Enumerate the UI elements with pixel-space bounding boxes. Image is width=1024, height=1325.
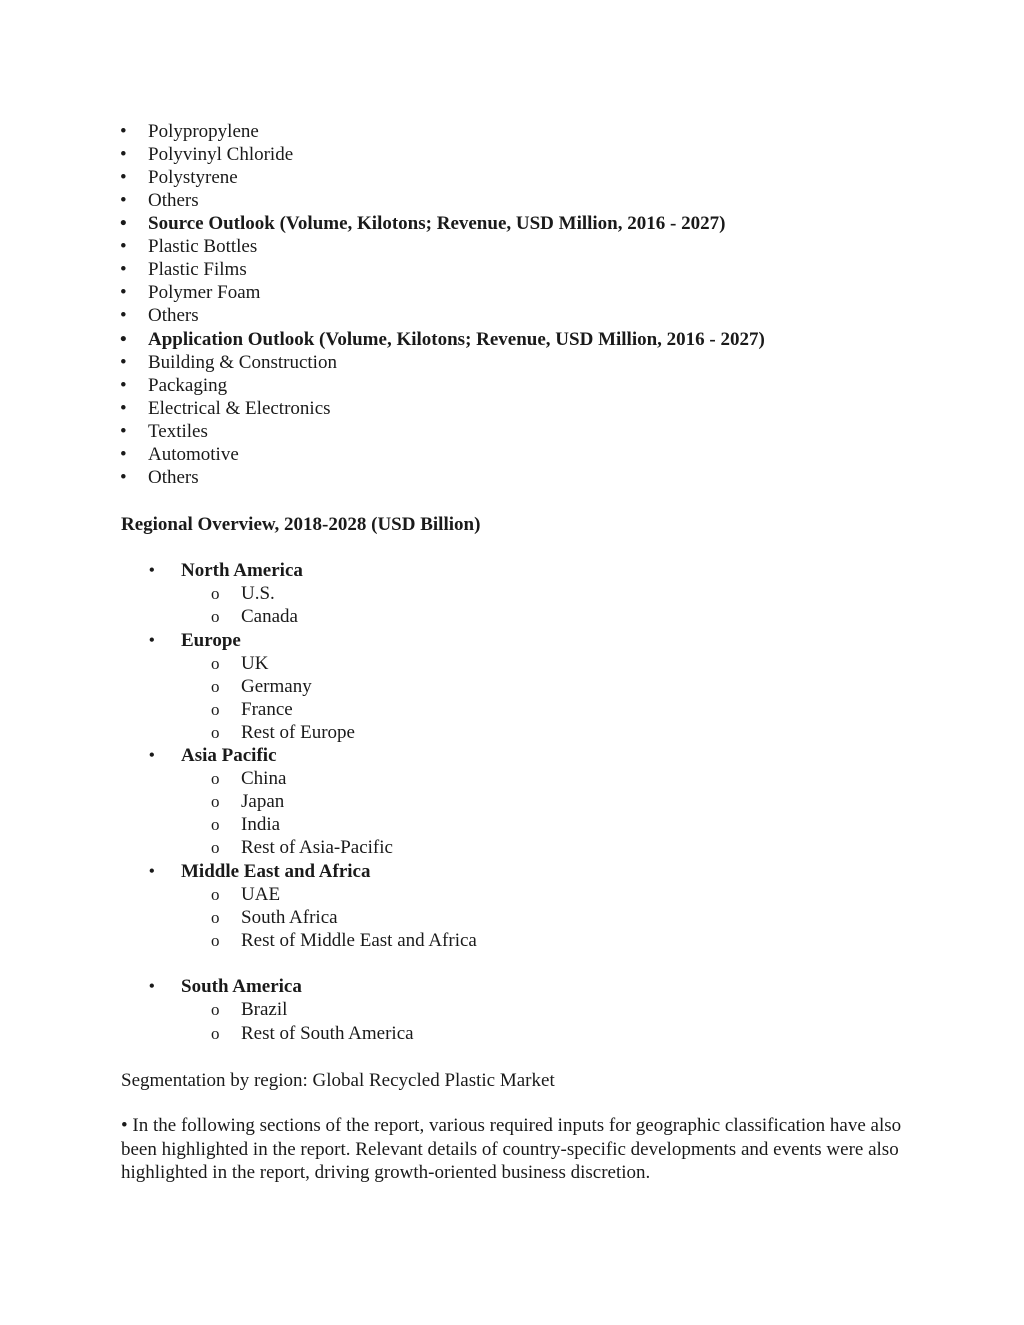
- sub-bullet-icon: o: [211, 607, 220, 626]
- sub-bullet-icon: o: [211, 838, 220, 857]
- country-name: Brazil: [241, 999, 288, 1020]
- bullet-icon: •: [120, 352, 127, 373]
- list-item-text: Building & Construction: [148, 352, 337, 373]
- list-item-text: Others: [148, 467, 199, 488]
- source-outlook-heading: Source Outlook (Volume, Kilotons; Revenue, USD Million, 2016 - 2027): [148, 213, 726, 234]
- closing-paragraph: • In the following sections of the report, various required inputs for geographic classification have also been highlighted in the report. Relevant details of country-specific developments and events were also highlighted in the report, driving growth-oriented business discretion.: [121, 1115, 902, 1183]
- list-item-text: Packaging: [148, 375, 228, 396]
- list-item-text: Electrical & Electronics: [148, 398, 331, 419]
- list-item-text: Automotive: [148, 444, 239, 465]
- list-item-text: Polymer Foam: [148, 282, 261, 303]
- sub-bullet-icon: o: [211, 1024, 220, 1043]
- bullet-icon: •: [149, 747, 155, 764]
- region-name: Middle East and Africa: [181, 861, 371, 882]
- bullet-icon: •: [120, 259, 127, 280]
- regional-overview-heading: Regional Overview, 2018-2028 (USD Billion): [121, 514, 481, 535]
- bullet-icon: •: [120, 282, 127, 303]
- country-name: UK: [241, 653, 269, 674]
- country-name: South Africa: [241, 907, 338, 928]
- list-item-text: Plastic Bottles: [148, 236, 258, 257]
- list-item-text: Others: [148, 305, 199, 326]
- list-item-text: Others: [148, 190, 199, 211]
- bullet-icon: •: [149, 863, 155, 880]
- region-name: Europe: [181, 630, 241, 651]
- sub-bullet-icon: o: [211, 723, 220, 742]
- bullet-icon: •: [149, 978, 155, 995]
- region-name: South America: [181, 976, 302, 997]
- list-item-text: Polyvinyl Chloride: [148, 144, 294, 165]
- country-name: Canada: [241, 606, 298, 627]
- country-name: India: [241, 814, 281, 835]
- bullet-icon: •: [120, 329, 127, 350]
- sub-bullet-icon: o: [211, 885, 220, 904]
- country-name: U.S.: [241, 583, 275, 604]
- sub-bullet-icon: o: [211, 1000, 220, 1019]
- segmentation-text: Segmentation by region: Global Recycled Plastic Market: [121, 1070, 555, 1091]
- list-item-text: Plastic Films: [148, 259, 247, 280]
- country-name: Germany: [241, 676, 312, 697]
- list-item-text: Textiles: [148, 421, 208, 442]
- bullet-icon: •: [149, 632, 155, 649]
- region-name: Asia Pacific: [181, 745, 277, 766]
- sub-bullet-icon: o: [211, 584, 220, 603]
- bullet-icon: •: [120, 305, 127, 326]
- bullet-icon: •: [120, 375, 127, 396]
- list-item-text: Polystyrene: [148, 167, 238, 188]
- country-name: Rest of Europe: [241, 722, 355, 743]
- sub-bullet-icon: o: [211, 815, 220, 834]
- bullet-icon: •: [120, 213, 127, 234]
- region-name: North America: [181, 560, 303, 581]
- sub-bullet-icon: o: [211, 931, 220, 950]
- bullet-icon: •: [120, 144, 127, 165]
- bullet-icon: •: [120, 190, 127, 211]
- application-outlook-heading: Application Outlook (Volume, Kilotons; Revenue, USD Million, 2016 - 2027): [148, 329, 765, 350]
- bullet-icon: •: [120, 467, 127, 488]
- bullet-icon: •: [120, 421, 127, 442]
- country-name: Japan: [241, 791, 285, 812]
- bullet-icon: •: [120, 121, 127, 142]
- sub-bullet-icon: o: [211, 677, 220, 696]
- sub-bullet-icon: o: [211, 654, 220, 673]
- bullet-icon: •: [149, 562, 155, 579]
- bullet-icon: •: [120, 444, 127, 465]
- country-name: Rest of Middle East and Africa: [241, 930, 477, 951]
- sub-bullet-icon: o: [211, 792, 220, 811]
- bullet-icon: •: [120, 398, 127, 419]
- sub-bullet-icon: o: [211, 769, 220, 788]
- bullet-icon: •: [120, 167, 127, 188]
- sub-bullet-icon: o: [211, 908, 220, 927]
- country-name: UAE: [241, 884, 281, 905]
- country-name: China: [241, 768, 287, 789]
- list-item-text: Polypropylene: [148, 121, 259, 142]
- bullet-icon: •: [120, 236, 127, 257]
- country-name: France: [241, 699, 293, 720]
- country-name: Rest of South America: [241, 1023, 414, 1044]
- country-name: Rest of Asia-Pacific: [241, 837, 393, 858]
- sub-bullet-icon: o: [211, 700, 220, 719]
